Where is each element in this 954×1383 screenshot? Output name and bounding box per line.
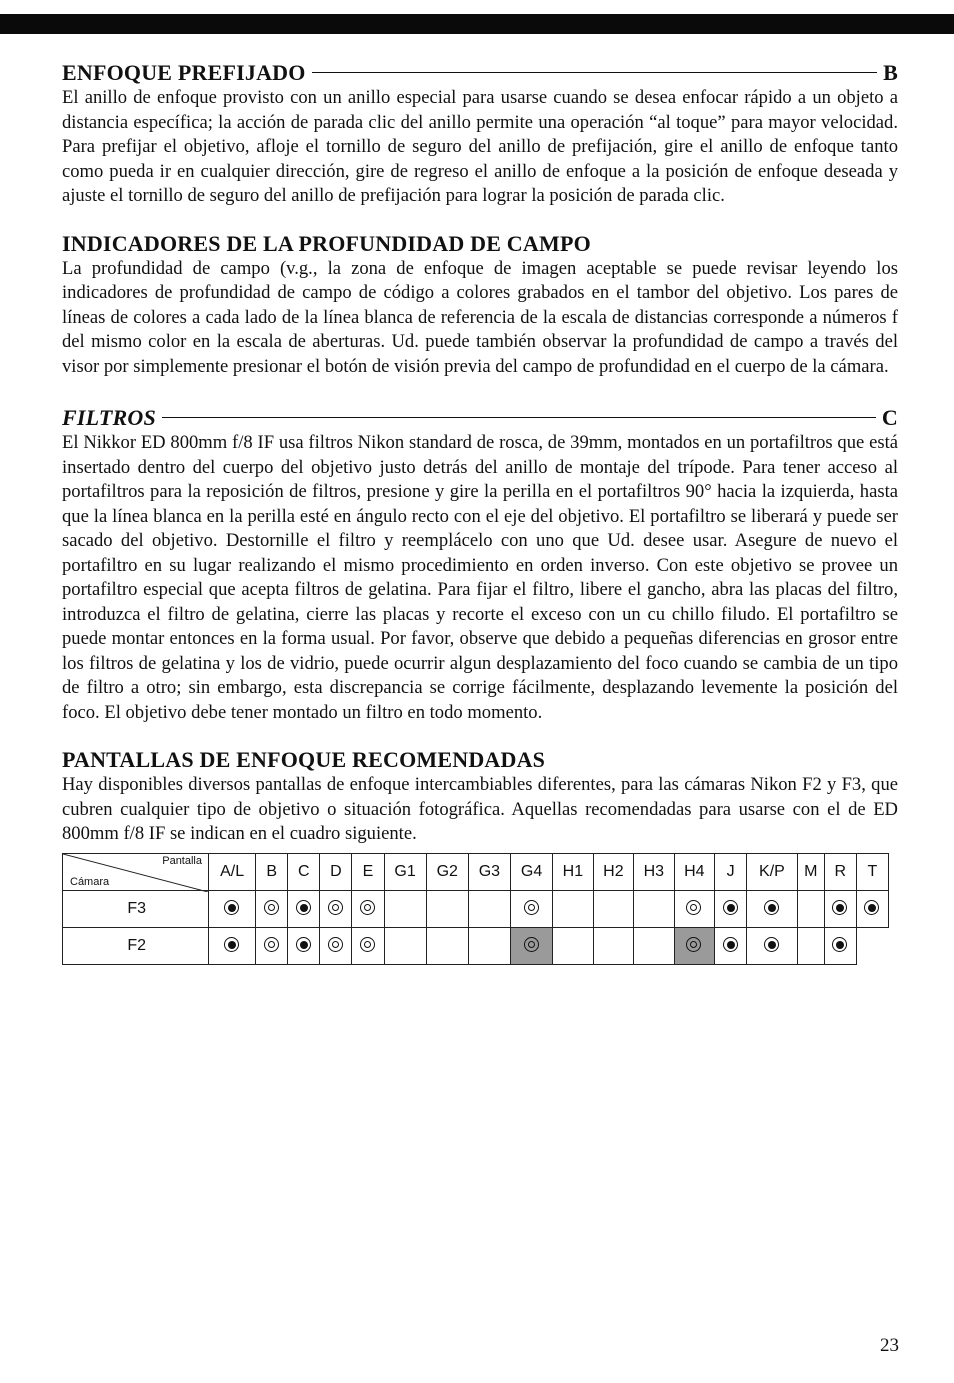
camera-label: F3 <box>63 890 209 927</box>
column-header: T <box>856 853 888 890</box>
table-header-row <box>63 853 889 890</box>
table-cell <box>797 890 824 927</box>
column-header: G4 <box>510 853 552 890</box>
heading-letter: B <box>883 60 898 85</box>
corner-label-camera: Cámara <box>70 875 110 888</box>
table-cell <box>288 927 320 964</box>
table-cell <box>320 890 352 927</box>
table-cell <box>256 890 288 927</box>
double-circle-icon <box>686 937 702 953</box>
heading-title: PANTALLAS DE ENFOQUE RECOMENDADAS <box>62 747 546 772</box>
column-header: G1 <box>384 853 426 890</box>
paragraph-indicadores: La profundidad de campo (v.g., la zona de enfoque de imagen aceptable se puede revisar leyendo los indicadores de profundidad de campo de código a colores grabados en el tambor del objetivo. Los pares de líneas de colores a cada lado de la línea blanca de referencia de la escala de distancias corresponde a números f del mismo color en la escala de aberturas. Ud. puede también observar la profundidad de campo a través del visor por simplemente presionar el botón de visión previa del campo de profundidad en el cuerpo de la cámara. <box>62 257 898 377</box>
table-cell <box>824 927 856 964</box>
double-circle-icon <box>328 937 344 953</box>
table-cell <box>384 927 426 964</box>
table-cell <box>320 927 352 964</box>
column-header: C <box>288 853 320 890</box>
table-cell <box>747 890 798 927</box>
column-header: G2 <box>426 853 468 890</box>
table-cell <box>384 890 426 927</box>
table-cell <box>352 890 384 927</box>
page-number: 23 <box>880 1335 899 1356</box>
empty-cell <box>856 927 888 964</box>
table-cell <box>553 927 593 964</box>
table-cell <box>510 927 552 964</box>
table-cell <box>256 927 288 964</box>
column-header: B <box>256 853 288 890</box>
filled-circle-icon <box>832 900 848 916</box>
heading-title: INDICADORES DE LA PROFUNDIDAD DE CAMPO <box>62 230 591 256</box>
table-cell <box>674 890 714 927</box>
paragraph-enfoque-prefijado: El anillo de enfoque provisto con un anillo especial para usarse cuando se desea enfocar rápido a un objeto a distancia específica; la acción de parada clic del anillo permite una operación “al toque” para mayor velocidad. Para prefijar el objetivo, afloje el tornillo de seguro del anillo de prefijación, gire el anillo de enfoque tanto como pueda ir en cualquier dirección, gire de regreso el anillo de enfoque a la posición de enfoque deseada y ajuste el tornillo de seguro del anillo de prefijación para lograr la posición de parada clic. <box>62 87 898 206</box>
table-cell <box>634 890 674 927</box>
heading-letter: C <box>881 405 898 430</box>
column-header: J <box>715 853 747 890</box>
heading-title: FILTROS <box>62 405 156 430</box>
filled-circle-icon <box>832 937 848 953</box>
section-heading-indicadores <box>62 231 898 257</box>
column-header: K/P <box>747 853 798 890</box>
double-circle-icon <box>524 937 540 953</box>
column-header: H3 <box>634 853 674 890</box>
double-circle-icon <box>264 937 280 953</box>
section-heading-pantallas <box>62 747 898 773</box>
filled-circle-icon <box>224 937 240 953</box>
table-cell <box>593 927 633 964</box>
table-cell <box>634 927 674 964</box>
table-cell <box>715 890 747 927</box>
corner-label-screen: Pantalla <box>162 854 202 867</box>
column-header: H4 <box>674 853 714 890</box>
double-circle-icon <box>524 900 540 916</box>
table-cell <box>209 890 256 927</box>
column-header: M <box>797 853 824 890</box>
double-circle-icon <box>328 900 344 916</box>
filled-circle-icon <box>224 900 240 916</box>
table-cell <box>593 890 633 927</box>
double-circle-icon <box>686 900 702 916</box>
paragraph-filtros: El Nikkor ED 800mm f/8 IF usa filtros Nikon standard de rosca, de 39mm, montados en un portafiltros que está insertado dentro del cuerpo del objetivo justo detrás del anillo de montaje del trípode. Para tener acceso al portafiltros para la reposición de filtros, presione y gire la perilla en el portafiltros 90° hacia la izquierda, hasta que la línea blanca en la perilla esté en ángulo recto con el eje del objetivo. El portafiltro se liberará y puede ser sacado del objetivo. Destornille el filtro y reemplácelo con uno que Ud. desee usar. Asegure de nuevo el portafiltro en su lugar realizando el mismo procedimiento en orden inverso. Con este objetivo se provee un portafiltro especial que acepta filtros de gelatina. Para fijar el filtro, libere el gancho, abra las placas del filtro, introduzca el filtro de gelatina, cierre las placas y recorte el exceso con un cu chillo filudo. El portafiltro se puede montar entonces en la forma usual. Por favor, observe que debido a pequeñas diferencias en grosor entre los filtros de gelatina y los de vidrio, puede ocurrir algun desplazamiento del foco cuando se cambia de un tipo de filtro a otro; sin embargo, esta discrepancia se corrige fácilmente, desplazando levemente la posición del foco. El objetivo debe tener montado un filtro en todo momento. <box>62 432 898 723</box>
table-cell <box>856 890 888 927</box>
section-heading-enfoque-prefijado <box>62 60 898 86</box>
filled-circle-icon <box>864 900 880 916</box>
table-cell <box>426 927 468 964</box>
table-cell <box>209 927 256 964</box>
table-cell <box>797 927 824 964</box>
table-cell <box>352 927 384 964</box>
table-row <box>63 890 889 927</box>
table-cell <box>510 890 552 927</box>
column-header: H1 <box>553 853 593 890</box>
paragraph-pantallas: Hay disponibles diversos pantallas de enfoque intercambiables diferentes, para las cámaras Nikon F2 y F3, que cubren cualquier tipo de objetivo o situación fotográfica. Aquellas recomendadas para usarse con el de ED 800mm f/8 IF se indican en el cuadro siguiente. <box>62 774 898 844</box>
table-cell <box>824 890 856 927</box>
column-header: H2 <box>593 853 633 890</box>
table-cell <box>715 927 747 964</box>
double-circle-icon <box>264 900 280 916</box>
table-row <box>63 927 889 964</box>
table-cell <box>468 927 510 964</box>
table-cell <box>426 890 468 927</box>
table-corner-cell <box>63 853 209 890</box>
heading-rule <box>312 72 878 73</box>
page-content <box>62 60 898 965</box>
table-cell <box>468 890 510 927</box>
column-header: G3 <box>468 853 510 890</box>
filled-circle-icon <box>764 937 780 953</box>
filled-circle-icon <box>723 900 739 916</box>
heading-rule <box>162 417 876 418</box>
section-heading-filtros <box>62 405 898 431</box>
table-cell <box>674 927 714 964</box>
column-header: A/L <box>209 853 256 890</box>
focusing-screen-table <box>62 853 889 965</box>
column-header: D <box>320 853 352 890</box>
heading-title: ENFOQUE PREFIJADO <box>62 60 306 85</box>
double-circle-icon <box>360 937 376 953</box>
top-black-bar <box>0 14 954 34</box>
filled-circle-icon <box>296 900 312 916</box>
column-header: R <box>824 853 856 890</box>
table-cell <box>553 890 593 927</box>
column-header: E <box>352 853 384 890</box>
filled-circle-icon <box>723 937 739 953</box>
filled-circle-icon <box>296 937 312 953</box>
table-cell <box>747 927 798 964</box>
table-cell <box>288 890 320 927</box>
camera-label: F2 <box>63 927 209 964</box>
double-circle-icon <box>360 900 376 916</box>
filled-circle-icon <box>764 900 780 916</box>
